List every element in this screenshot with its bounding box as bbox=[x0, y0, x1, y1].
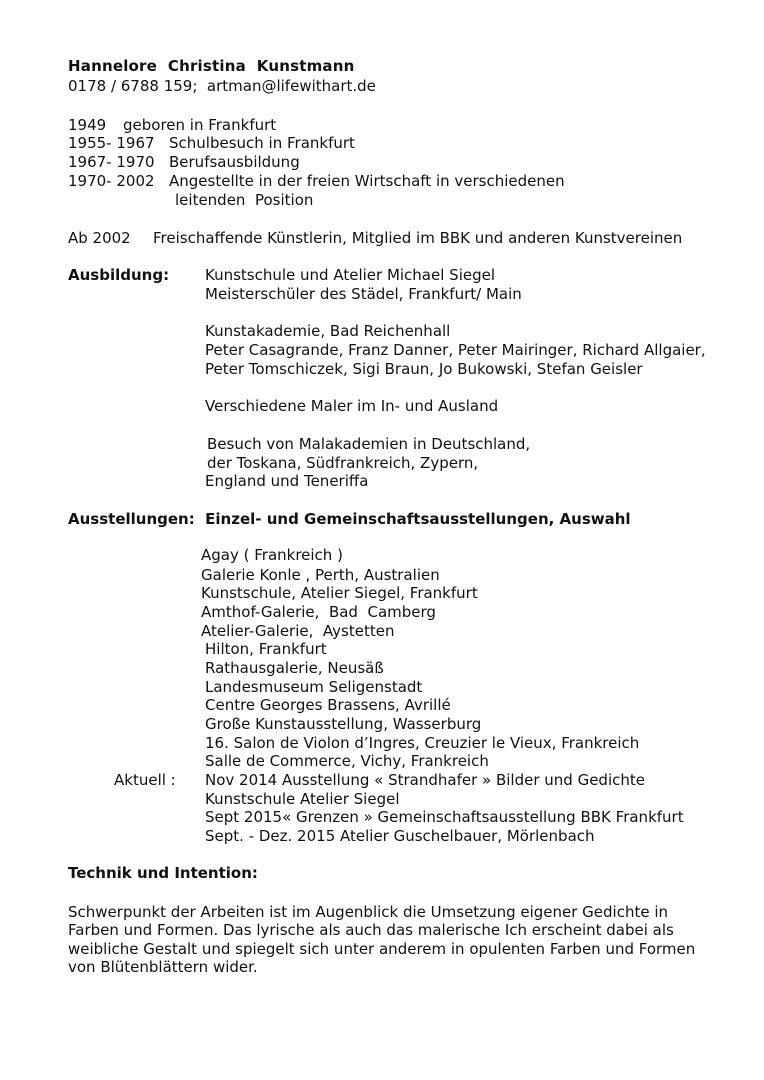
paragraph-line: Schwerpunkt der Arbeiten ist im Augenblick die Umsetzung eigener Gedichte in bbox=[68, 903, 669, 921]
exhibition-item: Große Kunstausstellung, Wasserburg bbox=[205, 715, 482, 733]
freelance-year: Ab 2002 bbox=[68, 229, 131, 247]
timeline-text: leitenden Position bbox=[175, 191, 314, 209]
exhibition-item: Kunstschule, Atelier Siegel, Frankfurt bbox=[201, 584, 478, 602]
paragraph-line: weibliche Gestalt und spiegelt sich unter anderem in opulenten Farben und Formen bbox=[68, 940, 696, 958]
exhibition-item: Agay ( Frankreich ) bbox=[201, 546, 343, 564]
ausbildung-line: Kunstschule und Atelier Michael Siegel bbox=[205, 266, 496, 284]
ausbildung-line: England und Teneriffa bbox=[205, 472, 369, 490]
technik-heading: Technik und Intention: bbox=[68, 864, 258, 882]
freelance-text: Freischaffende Künstlerin, Mitglied im BBK und anderen Kunstvereinen bbox=[153, 229, 683, 247]
ausstellungen-heading: Ausstellungen: Einzel- und Gemeinschaftsausstellungen, Auswahl bbox=[68, 510, 631, 528]
timeline-text: Schulbesuch in Frankfurt bbox=[169, 134, 355, 152]
exhibition-item: 16. Salon de Violon d’Ingres, Creuzier le Vieux, Frankreich bbox=[205, 734, 640, 752]
timeline-year: 1949 bbox=[68, 116, 107, 134]
exhibition-item: Centre Georges Brassens, Avrillé bbox=[205, 696, 451, 714]
aktuell-label: Aktuell : bbox=[114, 771, 176, 789]
exhibition-item: Landesmuseum Seligenstadt bbox=[205, 678, 423, 696]
timeline-text: Berufsausbildung bbox=[169, 153, 300, 171]
timeline-year: 1970- 2002 bbox=[68, 172, 155, 190]
person-name: Hannelore Christina Kunstmann bbox=[68, 57, 355, 75]
ausbildung-line: Peter Casagrande, Franz Danner, Peter Mairinger, Richard Allgaier, bbox=[205, 341, 706, 359]
ausbildung-line: Besuch von Malakademien in Deutschland, bbox=[207, 435, 531, 453]
current-exhibition-item: Sept. - Dez. 2015 Atelier Guschelbauer, Mörlenbach bbox=[205, 827, 595, 845]
ausbildung-line: Verschiedene Maler im In- und Ausland bbox=[205, 397, 499, 415]
ausbildung-line: Kunstakademie, Bad Reichenhall bbox=[205, 322, 451, 340]
ausbildung-line: Peter Tomschiczek, Sigi Braun, Jo Bukowski, Stefan Geisler bbox=[205, 360, 643, 378]
timeline-text: geboren in Frankfurt bbox=[123, 116, 277, 134]
current-exhibition-item: Sept 2015« Grenzen » Gemeinschaftsausstellung BBK Frankfurt bbox=[205, 808, 684, 826]
paragraph-line: von Blütenblättern wider. bbox=[68, 958, 258, 976]
timeline-year: 1967- 1970 bbox=[68, 153, 155, 171]
ausbildung-heading: Ausbildung: bbox=[68, 266, 170, 284]
ausbildung-line: der Toskana, Südfrankreich, Zypern, bbox=[207, 454, 479, 472]
current-exhibition-item: Kunstschule Atelier Siegel bbox=[205, 790, 400, 808]
exhibition-item: Galerie Konle , Perth, Australien bbox=[201, 566, 440, 584]
timeline-text: Angestellte in der freien Wirtschaft in verschiedenen bbox=[169, 172, 565, 190]
paragraph-line: Farben und Formen. Das lyrische als auch das malerische Ich erscheint dabei als bbox=[68, 921, 674, 939]
contact-line: 0178 / 6788 159; artman@lifewithart.de bbox=[68, 77, 376, 95]
ausbildung-line: Meisterschüler des Städel, Frankfurt/ Main bbox=[205, 285, 522, 303]
exhibition-item: Amthof-Galerie, Bad Camberg bbox=[201, 603, 436, 621]
exhibition-item: Rathausgalerie, Neusäß bbox=[205, 659, 384, 677]
exhibition-item: Salle de Commerce, Vichy, Frankreich bbox=[205, 752, 489, 770]
exhibition-item: Hilton, Frankfurt bbox=[205, 640, 327, 658]
timeline-year: 1955- 1967 bbox=[68, 134, 155, 152]
exhibition-item: Atelier-Galerie, Aystetten bbox=[201, 622, 395, 640]
current-exhibition-item: Nov 2014 Ausstellung « Strandhafer » Bilder und Gedichte bbox=[205, 771, 645, 789]
